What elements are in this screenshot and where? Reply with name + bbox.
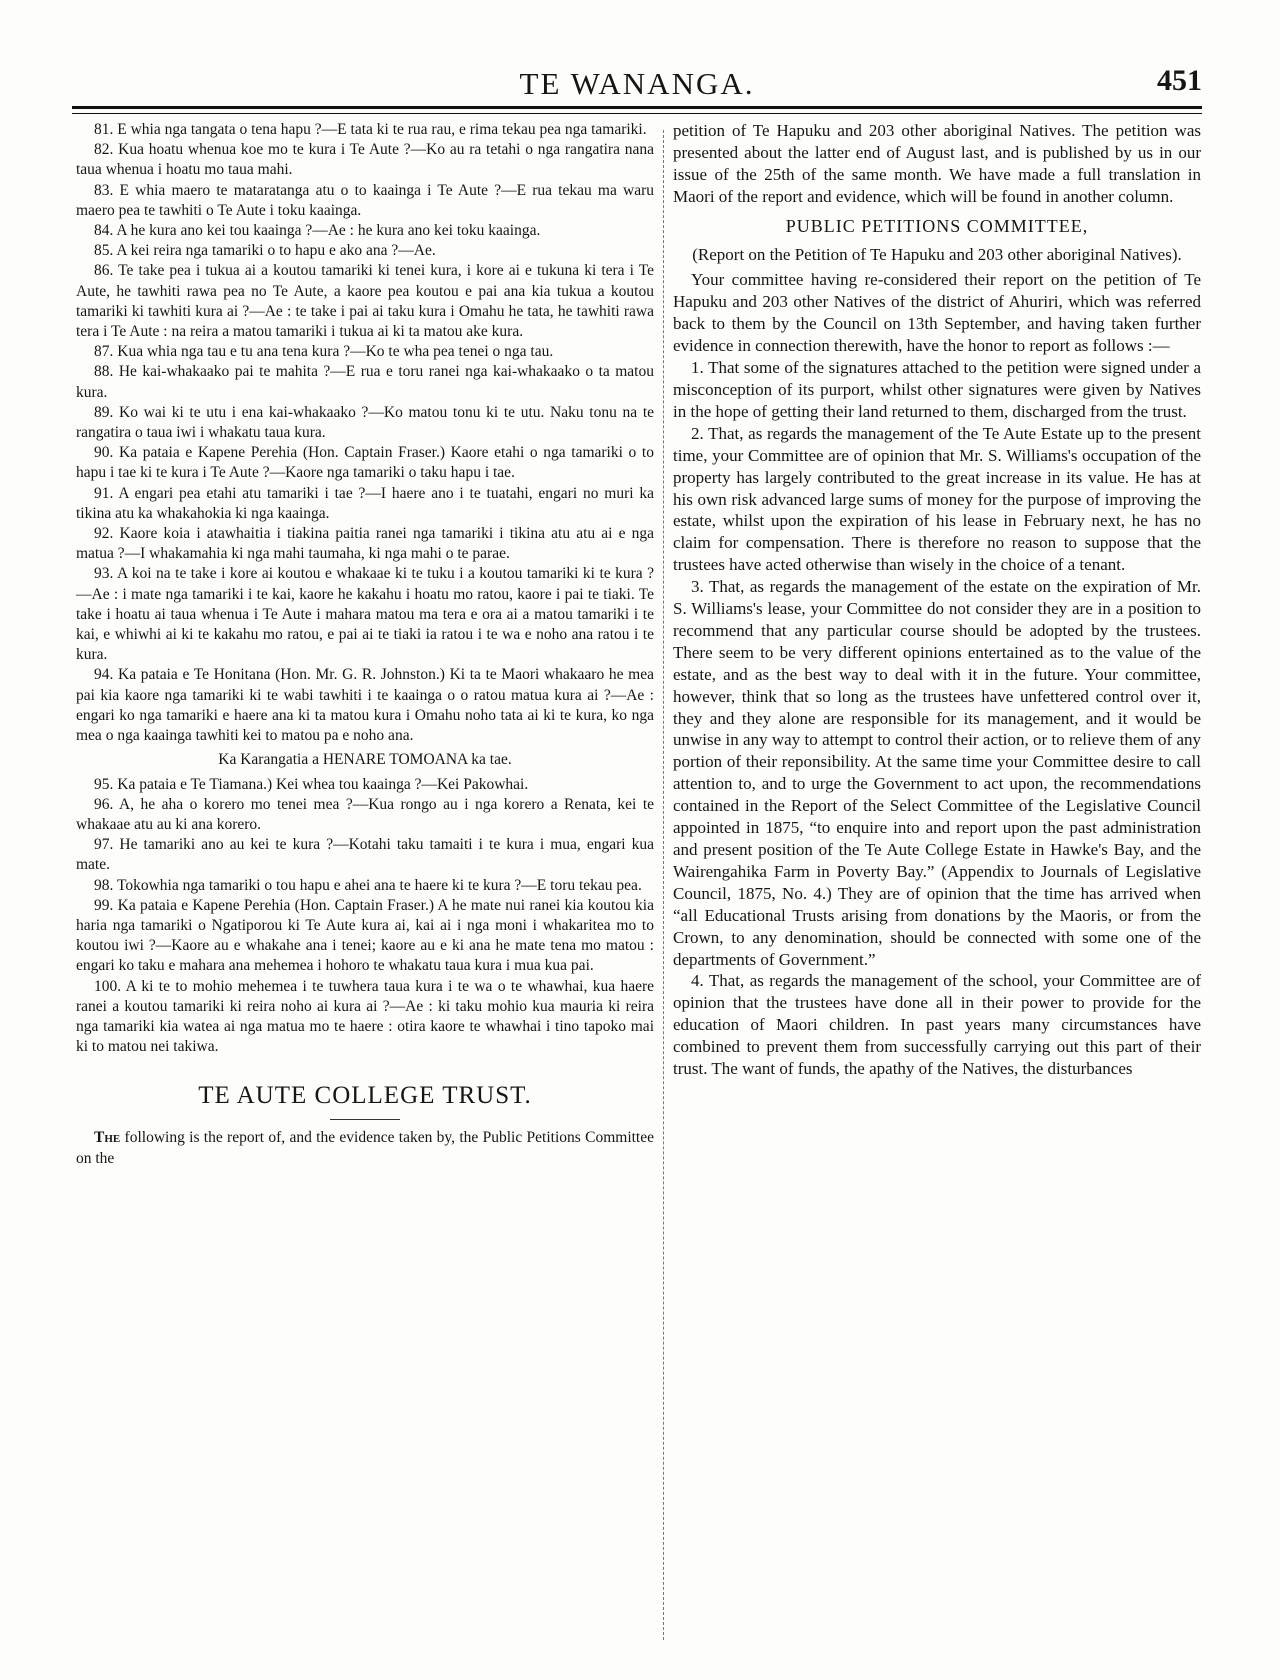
report-paragraph: 2. That, as regards the management of the Te Aute Estate up to the present time, your Committee are of opinion that Mr. S. Williams's occupation of the property has largely contributed to the great increase in its value. He has at his own risk advanced large sums of money for the purpose of improving the estate, whilst upon the expiration of his lease in February next, he has no claim for compensation. There is therefore no reason to suppose that the trustees have acted otherwise than wisely in the choice of a tenant. [673, 423, 1201, 575]
qa-paragraph: 85. A kei reira nga tamariki o to hapu e ako ana ?—Ae. [94, 242, 436, 260]
report-paragraph: 1. That some of the signatures attached to the petition were signed under a misconception of its purport, whilst other signatures were given by Natives in the hope of getting their land returned to them, discharged from the trust. [673, 358, 1201, 421]
header-rule [72, 106, 1202, 114]
section-title: TE AUTE COLLEGE TRUST. [198, 1082, 532, 1110]
qa-paragraph: 82. Kua hoatu whenua koe mo te kura i Te Aute ?—Ko au ra tetahi o nga rangatira nana taua whenua i hoatu mo taua mahi. [76, 141, 654, 179]
page-number: 451 [1157, 64, 1202, 97]
intro-continued: petition of Te Hapuku and 203 other aboriginal Natives. The petition was presented about the latter end of August last, and is published by us in our issue of the 25th of the same month. We have made a full translation in Maori of the report and evidence, which will be found in another column. [673, 121, 1201, 206]
report-subheading: (Report on the Petition of Te Hapuku and 203 other aboriginal Natives). [692, 244, 1182, 264]
qa-paragraph: 95. Ka pataia e Te Tiamana.) Kei whea tou kaainga ?—Kei Pakowhai. [94, 775, 529, 793]
qa-paragraph: 83. E whia maero te mataratanga atu o to kaainga i Te Aute ?—E rua tekau ma waru maero pea te tawhiti o Te Aute i toku kaainga. [76, 181, 654, 219]
qa-paragraph: 88. He kai-whakaako pai te mahita ?—E rua e toru ranei nga kai-whakaako o ta matou kura. [76, 363, 654, 401]
report-paragraph: 3. That, as regards the management of the estate on the expiration of Mr. S. Williams's lease, your Committee do not consider they are in a position to recommend that any particular course should be adopted by the trustees. There seem to be very different opinions entertained as to the value of the estate, and as the best way to deal with it in the future. Your committee, however, think that so long as the trustees have unfettered control over it, they and they alone are responsible for its management, and it would be unwise in any way to attempt to control their action, or to relieve them of any portion of their reponsibility. At the same time your Committee desire to call attention to, and to urge the Government to act upon, the recommendations contained in the Report of the Select Committee of the Legislative Council appointed in 1875, “to enquire into and report upon the past administration and present position of the Te Aute College Estate in Hawke's Bay, and the Wairengahika Farm in Poverty Bay.” (Appendix to Journals of Legislative Council, 1875, No. 4.) They are of opinion that the time has arrived when “all Educational Trusts arising from donations by the Maoris, or from the Crown, to any denomination, should be connected with some one of the departments of Government.” [673, 577, 1201, 969]
qa-paragraph: 89. Ko wai ki te utu i ena kai-whakaako ?—Ko matou tonu ki te utu. Naku tonu na te rangatira o taua iwi i whakatu taua kura. [76, 403, 654, 442]
intro-smallcaps: The [94, 1129, 121, 1147]
qa-paragraph: 81. E whia nga tangata o tena hapu ?—E tata ki te rua rau, e rima tekau pea nga tamariki. [94, 121, 647, 138]
newspaper-title: TE WANANGA. [519, 66, 755, 101]
qa-paragraph: 100. A ki te to mohio mehemea i te tuwhera taua kura i te wa o te whawhai, kua haere ranei a koutou tamariki ki reira noho ai kura ai ?—Ae : ki taku mohio kua mauria ki reira nga tamariki kia watea ai nga matua mo te haere : otira kaore te whawhai i tino tapoko mai ki to matou nei takiwa. [76, 977, 654, 1056]
masthead [72, 62, 1202, 108]
qa-paragraph: 84. A he kura ano kei tou kaainga ?—Ae : he kura ano kei toku kaainga. [94, 222, 541, 240]
column-divider [663, 130, 664, 1640]
article-intro [76, 1128, 654, 1168]
report-paragraph: Your committee having re-considered their report on the petition of Te Hapuku and 203 other Natives of the district of Ahuriri, which was referred back to them by the Council on 13th September, and having taken further evidence in connection therewith, have the honor to report as follows :— [673, 270, 1201, 356]
qa-paragraph: 91. A engari pea etahi atu tamariki i tae ?—I haere ano i te tuatahi, engari no muri ka tikina atu ka whakahokia ki nga kaainga. [76, 484, 654, 522]
qa-paragraph: 92. Kaore koia i atawhaitia i tiakina paitia ranei nga tamariki i tikina atu atu ai e nga matua ?—I whakamahia ki nga mahi taumaha, ki nga mahi o te parae. [76, 525, 654, 563]
qa-paragraph: 98. Tokowhia nga tamariki o tou hapu e ahei ana te haere ki te kura ?—E toru tekau pea. [94, 876, 642, 894]
qa-paragraph: 94. Ka pataia e Te Honitana (Hon. Mr. G. R. Johnston.) Ki ta te Maori whakaaro he mea pai kia kaore nga tamariki ki te wabi tawhiti i te kaainga o o ratou matua kura ai ?—Ae : engari ko nga tamariki e haere ana ki ta matou kura i Omahu noho tata ai ki te kura, ko nga mea o nga kaainga tawhiti kei to matou pa e noho ana. [76, 666, 654, 745]
qa-paragraph: 93. A koi na te take i kore ai koutou e whakaae ki te tuku i a koutou tamariki ki te kura ?—Ae : i mate nga tamariki i te kai, kaore he kakahu i hoatu mo ratou, kaore i pai te tiaki. Te take i hoatu ai taua whenua i Te Aute i mahara matou ma tera e ora ai a matou tamariki i te kai, e whiwhi ai ki te kakahu mo ratou, e pai ai te tiaki ia ratou i te wa e noho ana ratou i te kura. [76, 565, 654, 664]
title-rule [330, 1119, 400, 1120]
right-column [673, 120, 1201, 1080]
qa-paragraph: 87. Kua whia nga tau e tu ana tena kura ?—Ko te wha pea tenei o nga tau. [94, 343, 554, 361]
left-column [76, 120, 654, 1169]
intro-text: following is the report of, and the evidence taken by, the Public Petitions Committee on the [76, 1129, 654, 1167]
qa-paragraph: 90. Ka pataia e Kapene Perehia (Hon. Captain Fraser.) Kaore etahi o nga tamariki o to hapu i tae ki te kura i Te Aute ?—Kaore nga tamariki o taku hapu i tae. [76, 444, 654, 482]
committee-heading: PUBLIC PETITIONS COMMITTEE, [785, 215, 1089, 236]
report-paragraph: 4. That, as regards the management of the school, your Committee are of opinion that the trustees have done all in their power to provide for the education of Maori children. In past years many circumstances have combined to prevent them from successfully carrying out this part of their trust. The want of funds, the apathy of the Natives, the disturbances [673, 971, 1201, 1079]
qa-paragraph: 99. Ka pataia e Kapene Perehia (Hon. Captain Fraser.) A he mate nui ranei kia koutou kia haria nga tamariki o Ngatiporou ki Te Aute kura ai, kai ai i nga moni i whakaritea mo to koutou iwi ?—Kaore au e whakahe ana i tenei; kaore au e ki ana he mate tena mo matou : engari ko taku e mahara ana mehemea i hohoro te whakatu taua kura i mua kua pai. [76, 896, 654, 975]
qa-paragraph: 86. Te take pea i tukua ai a koutou tamariki ki tenei kura, i kore ai e tukuna ki tera i Te Aute, he tawhiti rawa pea no Te Aute, a kaore pea koutou e pai ana kia tukua a koutou tamariki ki tawhiti kura ai ?—Ae : te take i pai ai taku kura i Omahu he tata, he tawhiti rawa tera i Te Aute : na reira a matou tamariki i tukua ai ki ta matou ake kura. [76, 262, 654, 341]
witness-called-line: Ka Karangatia a HENARE TOMOANA ka tae. [218, 751, 512, 769]
qa-paragraph: 96. A, he aha o korero mo tenei mea ?—Kua rongo au i nga korero a Renata, kei te whakaae atu au ki ana korero. [76, 795, 654, 833]
qa-paragraph: 97. He tamariki ano au kei te kura ?—Kotahi taku tamaiti i te kura i mua, engari kua mate. [76, 836, 654, 874]
